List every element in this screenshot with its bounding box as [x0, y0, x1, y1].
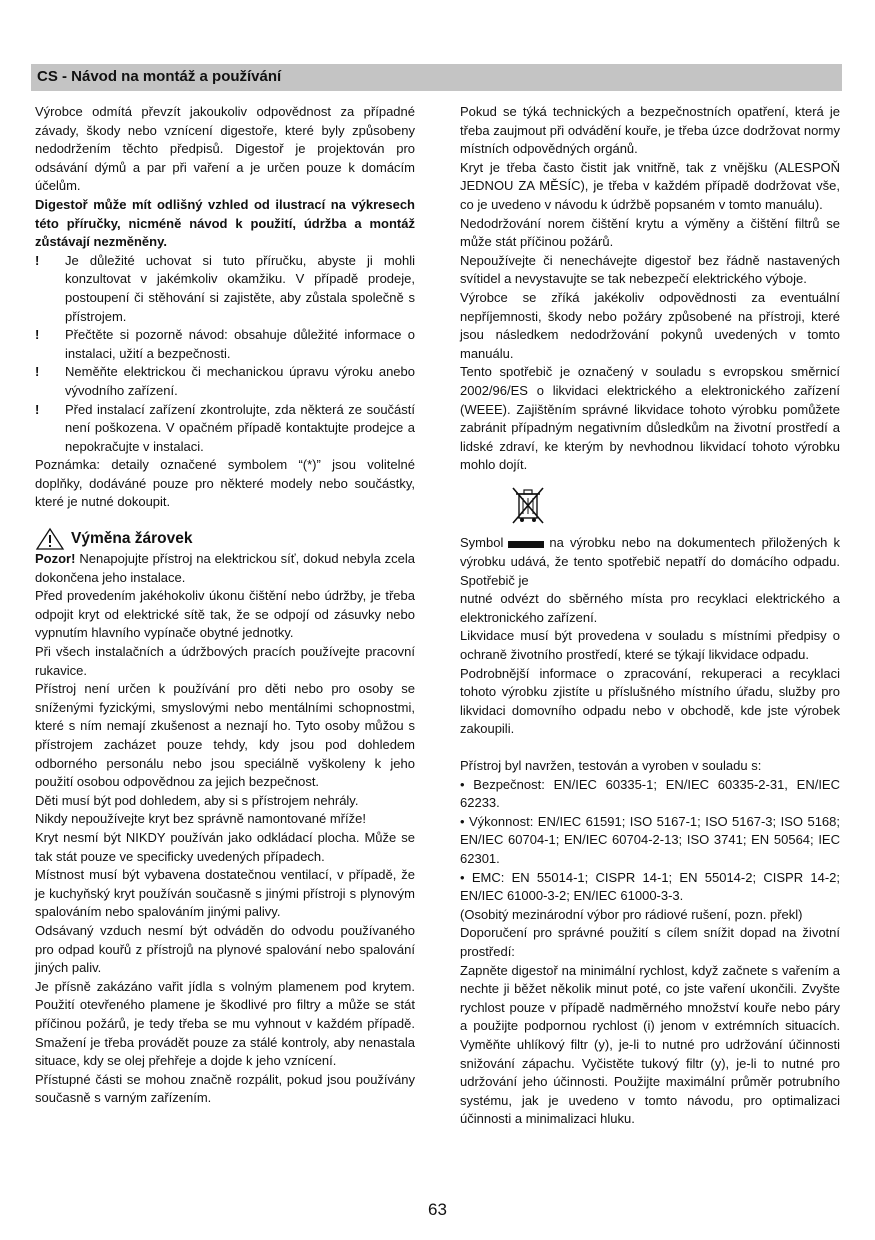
- exclamation-icon: !: [35, 364, 40, 380]
- left-column: [35, 103, 415, 1108]
- header-title: CS - Návod na montáž a používání: [37, 68, 282, 85]
- warning-item: ! Před instalací zařízení zkontrolujte, zda některá ze součástí není poškozena. V opačném případě kontaktujte prodejce a nepokračujte v instalaci.: [35, 401, 415, 454]
- right-column: [460, 103, 840, 1129]
- paragraph: Výrobce se zříká jakékoliv odpovědnosti za eventuální nepříjemnosti, škody nebo požáry způsobené na přístroji, které jsou následkem nedodržování pokynů uvedených v tomto manuálu.: [460, 289, 840, 361]
- paragraph: Kryt je třeba často čistit jak vnitřně, tak z vnějšku (ALESPOŇ JEDNOU ZA MĚSÍC), je třeba v každém případě dodržovat vše, co je uvedeno v návodu k údržbě popsaném v tomto manuálu).: [460, 159, 840, 212]
- standard-item: • Výkonnost: EN/IEC 61591; ISO 5167-1; ISO 5167-3; ISO 5168; EN/IEC 60704-1; EN/IEC 60704-2-13; ISO 3741; EN 50564; IEC 62301.: [460, 813, 840, 866]
- exclamation-icon: !: [35, 252, 40, 268]
- caution-text: Nenapojujte přístroj na elektrickou síť, dokud nebyla zcela dokončena jeho instalace.: [35, 551, 415, 585]
- paragraph: Místnost musí být vybavena dostatečnou ventilací, v případě, že je kuchyňský kryt používán současně s jinými přístroji s plynovým spalováním nebo spalováním jinými palivy.: [35, 867, 415, 920]
- intro-paragraph: Výrobce odmítá převzít jakoukoliv odpovědnost za případné závady, škody nebo vznícení digestoře, které byly způsobeny nedodržením těchto předpisů. Digestoř je projektován pro odsávání dýmů a par při vaření a je určen pouze k domácím účelům.: [35, 104, 415, 194]
- paragraph: Před provedením jakéhokoliv úkonu čištění nebo údržby, je třeba odpojit kryt od elektrické sítě tak, že se odpojí od zásuvky nebo vypnutím hlavního vypínače obytné jednotky.: [35, 588, 415, 641]
- crossed-bin-icon: [510, 485, 546, 525]
- paragraph: Kryt nesmí být NIKDY používán jako odkládací plocha. Může se tak stát pouze ve specificky uvedených případech.: [35, 829, 415, 864]
- paragraph: Nepoužívejte či nenechávejte digestoř bez řádně nastavených svítidel a nevystavujte se tak nebezpečí elektrického výboje.: [460, 252, 840, 287]
- paragraph: Podrobnější informace o zpracování, rekuperaci a recyklaci tohoto výrobku zjistíte u příslušného místního úřadu, služby pro likvidaci domovního odpadu nebo v obchodě, kde jste výrobek zakoupili.: [460, 665, 840, 737]
- warning-triangle-icon: [35, 527, 65, 551]
- paragraph: Při všech instalačních a údržbových pracích používejte pracovní rukavice.: [35, 644, 415, 678]
- paragraph: Doporučení pro správné použití s cílem snížit dopad na životní prostředí:: [460, 925, 840, 959]
- section-title: Výměna žárovek: [71, 529, 193, 547]
- optional-parts-note: Poznámka: detaily označené symbolem “(*)” jsou volitelné doplňky, dodáváné pouze pro některé modely nebo součástky, které je nutné dokoupit.: [35, 457, 415, 510]
- paragraph: Nikdy nepoužívejte kryt bez správně namontované mříže!: [35, 811, 366, 827]
- standards-intro: Přístroj byl navržen, testován a vyroben v souladu s:: [460, 758, 762, 773]
- paragraph: Pokud se týká technických a bezpečnostních opatření, která je třeba zaujmout při odvádění kouře, je třeba úzce dodržovat normy místních odpovědných orgánů.: [460, 104, 840, 157]
- appearance-note: Digestoř může mít odlišný vzhled od ilustrací na výkresech této příručky, nicméně návod k použití, údržba a montáž zůstávají nezměněny.: [35, 196, 415, 250]
- paragraph: Přístroj není určen k používání pro děti nebo pro osoby se sníženými fyzickými, smyslovými nebo mentálními schopnostmi, které s ním nemají zkušenost a neznají ho. Tyto osoby můžou s přístrojem zacházet pouze tehdy, kdy jsou pod dohledem odborného personálu nebo jsou speciálně vyškoleny k jeho použití osobou odpovědnou za jejich bezpečnost.: [35, 681, 415, 790]
- paragraph: Odsávaný vzduch nesmí být odváděn do odvodu používaného pro odpad kouřů z přístrojů na plynové spalování nebo spalování jiných paliv.: [35, 922, 415, 976]
- section-heading: [35, 528, 415, 550]
- page-number: 63: [428, 1200, 447, 1219]
- standard-note: (Osobitý mezinárodní výbor pro rádiové rušení, pozn. překl): [460, 906, 803, 922]
- warning-item: ! Neměňte elektrickou či mechanickou úpravu výroku anebo vývodního zařízení.: [35, 364, 415, 398]
- standard-item: • Bezpečnost: EN/IEC 60335-1; EN/IEC 60335-2-31, EN/IEC 62233.: [460, 776, 840, 811]
- standard-item: • EMC: EN 55014-1; CISPR 14-1; EN 55014-2; CISPR 14-2; EN/IEC 61000-3-2; EN/IEC 61000-3-3.: [460, 869, 840, 904]
- paragraph: Je přísně zakázáno vařit jídla s volným plamenem pod krytem. Použití otevřeného plamene je škodlivé pro filtry a může se stát příčinou požárů, je tedy třeba se mu vyhnout v každém případě. Smažení je třeba provádět pouze za stálé kontroly, aby nenastala situace, kdy se olej přehřeje a dojde k jeho vznícení.: [35, 978, 415, 1069]
- exclamation-icon: !: [35, 327, 40, 343]
- exclamation-icon: !: [35, 401, 40, 417]
- paragraph: Zapněte digestoř na minimální rychlost, když začnete s vařením a nechte ji běžet několik minut poté, co jste vaření ukončili. Zvyšte rychlost pouze v případě nadměrného množství kouře nebo páry a použijte podpornou rychlost (i) jenom v extrémních situacích. Vyměňte uhlíkový filtr (y), je-li to nutné pro udržování účinnosti snižování zápachu. Vyčistěte tukový filtr (y), je-li to nutné pro udržování jeho účinnosti. Použijte maximální průměr potrubního systému, jak je uvedeno v tomto návodu, pro optimalizaci účinnosti a minimalizaci hluku.: [460, 962, 840, 1127]
- paragraph: Likvidace musí být provedena v souladu s místními předpisy o ochraně životního prostředí, které se týkají likvidace odpadu.: [460, 628, 840, 663]
- warning-item: ! Přečtěte si pozorně návod: obsahuje důležité informace o instalaci, užití a bezpečnosti.: [35, 327, 415, 361]
- symbol-paragraph: Symbol na výrobku nebo na dokumentech přiložených k výrobku udává, že tento spotřebič nepatří do domácího odpadu. Spotřebič je: [460, 535, 840, 588]
- black-bar-symbol: [508, 541, 544, 548]
- paragraph: Přístupné části se mohou značně rozpálit, pokud jsou používány současně s varným zařízením.: [35, 1071, 415, 1106]
- paragraph: Nedodržování norem čištění krytu a výměny a čištění filtrů se může stát příčinou požárů.: [460, 215, 840, 250]
- paragraph: Děti musí být pod dohledem, aby si s přístrojem nehrály.: [35, 792, 359, 808]
- section-header: [31, 64, 842, 91]
- caution-label: Pozor!: [35, 551, 76, 567]
- caution-paragraph: [35, 550, 415, 587]
- paragraph: nutné odvézt do sběrného místa pro recyklaci elektrického a elektronického zařízení.: [460, 591, 840, 625]
- paragraph: Tento spotřebič je označený v souladu s evropskou směrnicí 2002/96/ES o likvidaci elektrického a elektronického zařízení (WEEE). Zajištěním správné likvidace tohoto výrobku pomůžete zabránit případným negativním důsledkům na životní prostředí a lidské zdraví, ke kterým by nevhodnou likvidací tohoto výrobku mohlo dojít.: [460, 364, 840, 473]
- warning-item: ! Je důležité uchovat si tuto příručku, abyste ji mohli konzultovat v jakémkoliv okamžiku. V případě prodeje, postoupení či stěhování si zajistěte, aby zůstala společně s přístrojem.: [35, 252, 415, 324]
